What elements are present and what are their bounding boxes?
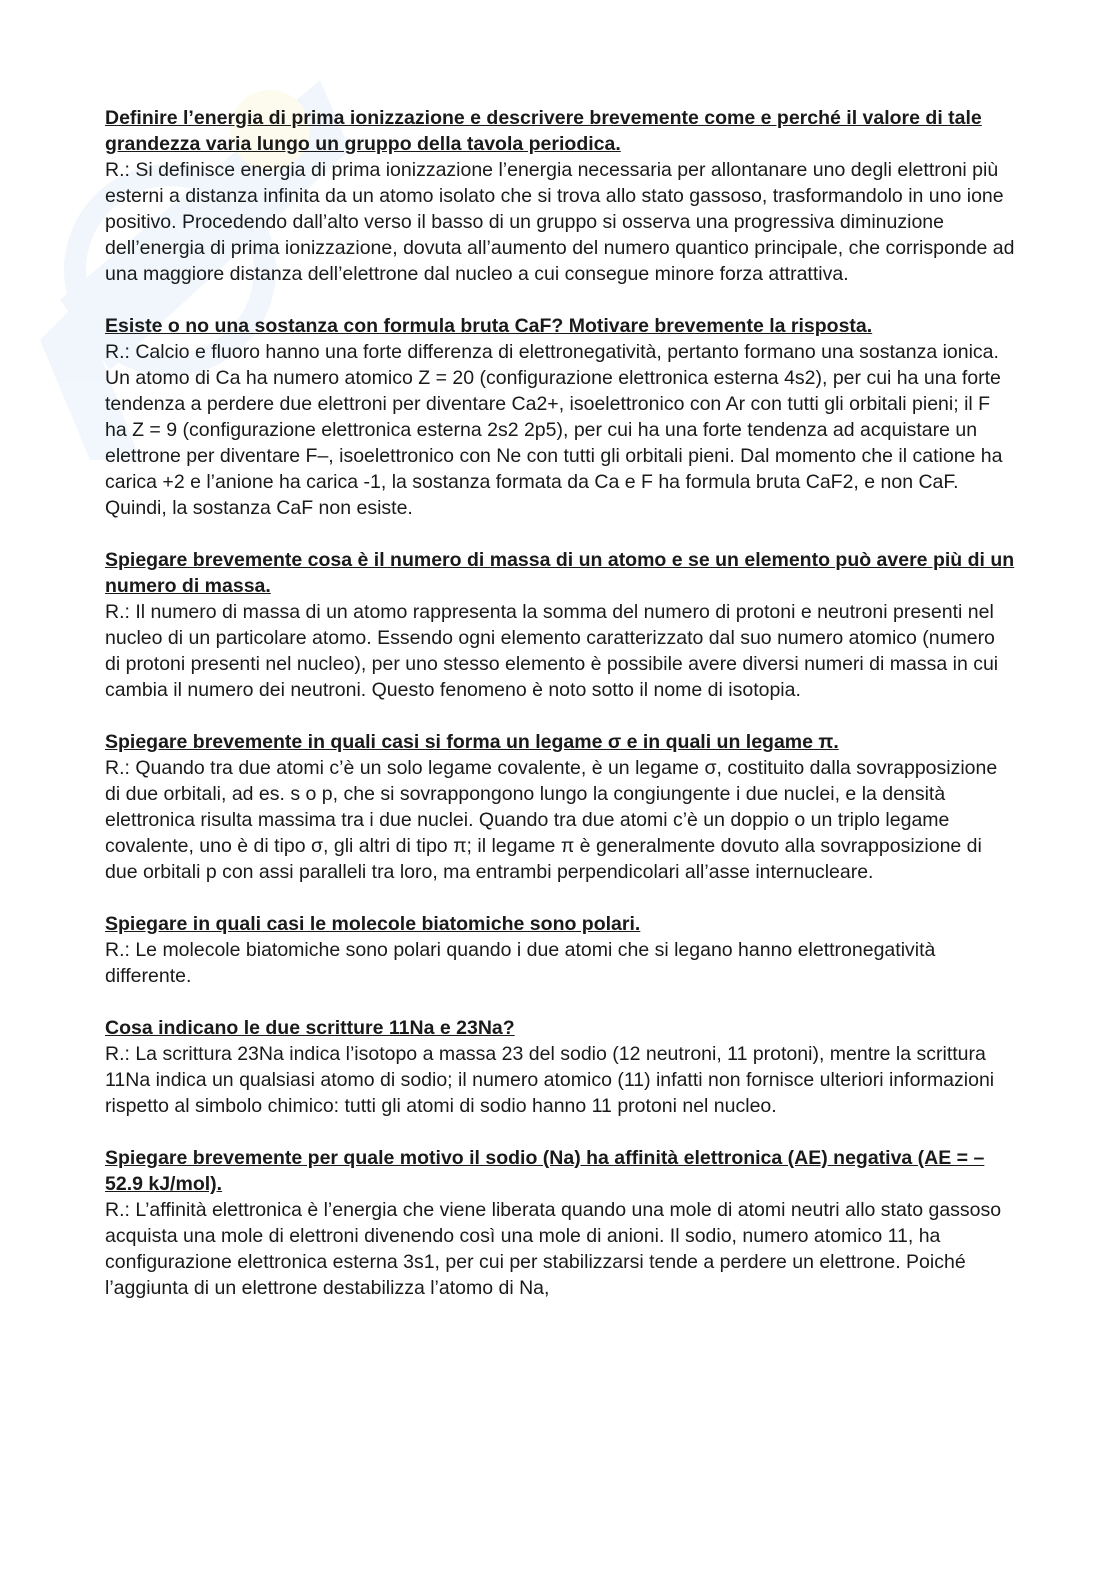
- qa-block: [105, 1145, 1015, 1301]
- answer-text: R.: Il numero di massa di un atomo rappresenta la somma del numero di protoni e neutroni presenti nel nucleo di un particolare atomo. Essendo ogni elemento caratterizzato dal suo numero atomico (numero di protoni presenti nel nucleo), per uno stesso elemento è possibile avere diversi numeri di massa in cui cambia il numero dei neutroni. Questo fenomeno è noto sotto il nome di isotopia.: [105, 601, 999, 701]
- qa-block: [105, 105, 1015, 287]
- qa-block: [105, 911, 1015, 989]
- document-body: [105, 105, 1015, 1327]
- question-heading: Spiegare in quali casi le molecole biatomiche sono polari.: [105, 913, 641, 935]
- question-heading: Cosa indicano le due scritture 11Na e 23Na?: [105, 1017, 515, 1039]
- question-heading: Spiegare brevemente per quale motivo il sodio (Na) ha affinità elettronica (AE) negativa (AE = – 52.9 kJ/mol).: [105, 1147, 985, 1195]
- answer-text: R.: Le molecole biatomiche sono polari quando i due atomi che si legano hanno elettronegatività differente.: [105, 939, 936, 987]
- qa-block: [105, 1015, 1015, 1119]
- answer-text: R.: Calcio e fluoro hanno una forte differenza di elettronegatività, pertanto formano una sostanza ionica. Un atomo di Ca ha numero atomico Z = 20 (configurazione elettronica esterna 4s2), per cui ha una forte tendenza a perdere due elettroni per diventare Ca2+, isoelettronico con Ar con tutti gli orbitali pieni; il F ha Z = 9 (configurazione elettronica esterna 2s2 2p5), per cui ha una forte tendenza ad acquistare un elettrone per diventare F–, isoelettronico con Ne con tutti gli orbitali pieni. Dal momento che il catione ha carica +2 e l’anione ha carica -1, la sostanza formata da Ca e F ha formula bruta CaF2, e non CaF. Quindi, la sostanza CaF non esiste.: [105, 341, 1003, 519]
- question-heading: Esiste o no una sostanza con formula bruta CaF? Motivare brevemente la risposta.: [105, 315, 873, 337]
- question-heading: Spiegare brevemente cosa è il numero di massa di un atomo e se un elemento può avere più di un numero di massa.: [105, 549, 1015, 597]
- answer-text: R.: La scrittura 23Na indica l’isotopo a massa 23 del sodio (12 neutroni, 11 protoni), mentre la scrittura 11Na indica un qualsiasi atomo di sodio; il numero atomico (11) infatti non fornisce ulteriori informazioni rispetto al simbolo chimico: tutti gli atomi di sodio hanno 11 protoni nel nucleo.: [105, 1043, 995, 1117]
- qa-block: [105, 547, 1015, 703]
- answer-text: R.: Quando tra due atomi c’è un solo legame covalente, è un legame σ, costituito dalla sovrapposizione di due orbitali, ad es. s o p, che si sovrappongono lungo la congiungente i due nuclei, e la densità elettronica risulta massima tra i due nuclei. Quando tra due atomi c’è un doppio o un triplo legame covalente, uno è di tipo σ, gli altri di tipo π; il legame π è generalmente dovuto alla sovrapposizione di due orbitali p con assi paralleli tra loro, ma entrambi perpendicolari all’asse internucleare.: [105, 757, 998, 883]
- qa-block: [105, 313, 1015, 521]
- answer-text: R.: Si definisce energia di prima ionizzazione l’energia necessaria per allontanare uno degli elettroni più esterni a distanza infinita da un atomo isolato che si trova allo stato gassoso, trasformandolo in uno ione positivo. Procedendo dall’alto verso il basso di un gruppo si osserva una progressiva diminuzione dell’energia di prima ionizzazione, dovuta all’aumento del numero quantico principale, che corrisponde ad una maggiore distanza dell’elettrone dal nucleo a cui consegue minore forza attrattiva.: [105, 159, 1015, 285]
- question-heading: Spiegare brevemente in quali casi si forma un legame σ e in quali un legame π.: [105, 731, 839, 753]
- qa-block: [105, 729, 1015, 885]
- question-heading: Definire l’energia di prima ionizzazione e descrivere brevemente come e perché il valore di tale grandezza varia lungo un gruppo della tavola periodica.: [105, 107, 982, 155]
- answer-text: R.: L’affinità elettronica è l’energia che viene liberata quando una mole di atomi neutri allo stato gassoso acquista una mole di elettroni divenendo così una mole di anioni. Il sodio, numero atomico 11, ha configurazione elettronica esterna 3s1, per cui per stabilizzarsi tende a perdere un elettrone. Poiché l’aggiunta di un elettrone destabilizza l’atomo di Na,: [105, 1199, 1002, 1299]
